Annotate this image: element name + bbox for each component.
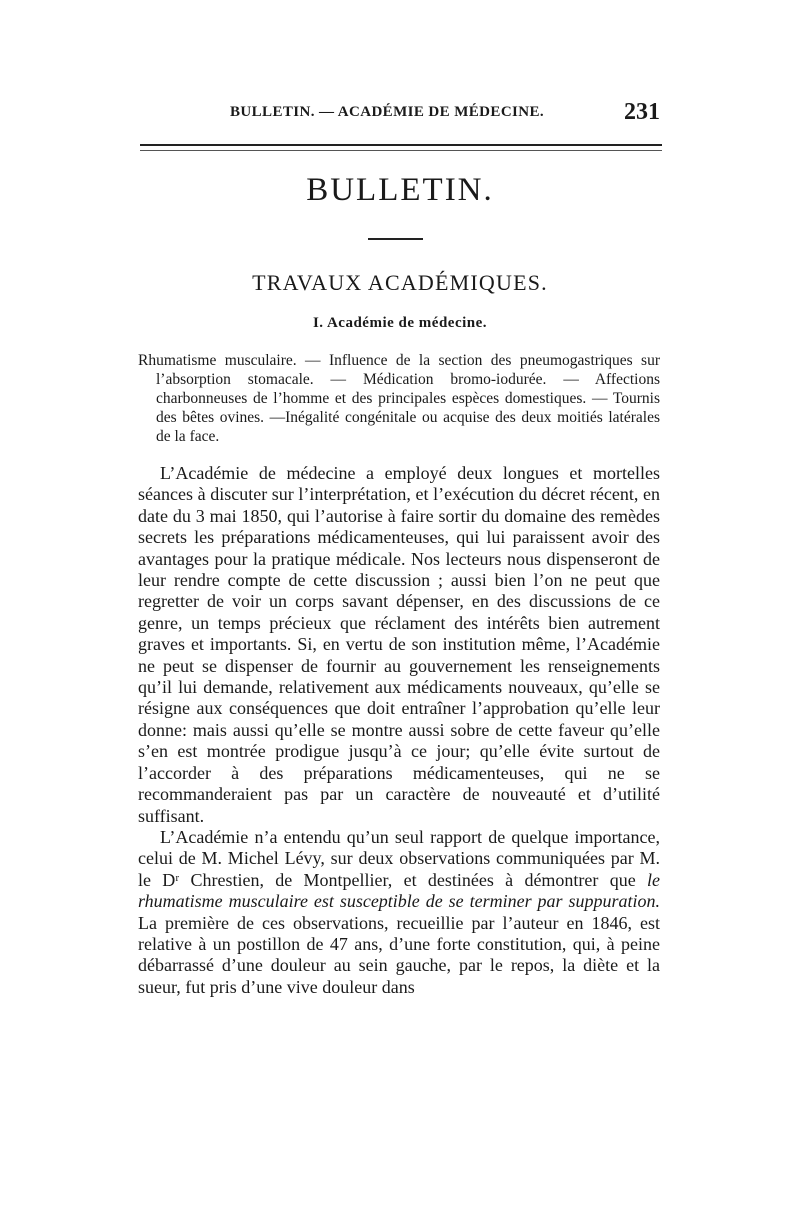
running-title: BULLETIN. — ACADÉMIE DE MÉDECINE. [230, 104, 545, 120]
paragraph-2 [138, 827, 660, 998]
paragraph-1: L’Académie de médecine a employé deux longues et mortelles séances à discuter sur l’interprétation, et l’exécution du décret récent, en date du 3 mai 1850, qui l’autorise à faire sortir du domaine des remèdes secrets les préparations médicamenteuses, qui lui paraissent avoir des avantages pour la pratique médicale. Nos lecteurs nous dispenseront de leur rendre compte de cette discussion ; aussi bien l’on ne peut que regretter de voir un corps savant dépenser, en des discussions de ce genre, un temps précieux que réclament des intérêts bien autrement graves et importants. Si, en vertu de son institution même, l’Académie ne peut se dispenser de fournir au gouvernement les renseignements qu’il lui demande, relativement aux médicaments nouveaux, qu’elle se résigne aux conséquences que doit entraîner l’approbation qu’elle leur donne: mais aussi qu’elle se montre aussi sobre de cette faveur qu’elle s’en est montrée prodigue jusqu’à ce jour; qu’elle évite surtout de l’accorder à des préparations médicamenteuses, qui ne se recommanderaient pas par un caractère de nouveauté et d’utilité suffisant. [138, 463, 660, 826]
page-number: 231 [624, 99, 660, 125]
summary-block [138, 351, 660, 446]
paragraph-2-end: La première de ces observations, recueillie par l’auteur en 1846, est relative à un postillon de 47 ans, d’une forte constitution, qui, à peine débarrassé d’une douleur au sein gauche, par le repos, la diète et la sueur, fut pris d’une vive douleur dans [138, 912, 660, 997]
paragraph-2-start: L’Académie n’a entendu qu’un seul rapport de quelque importance, celui de M. Michel Lévy, sur deux observations communiquées par M. le Dʳ Chrestien, de Montpellier, et destinées à démontrer que [138, 826, 660, 890]
running-header [138, 99, 666, 128]
subsection-title: I. Académie de médecine. [312, 315, 488, 331]
page-title: BULLETIN. [306, 172, 494, 208]
article-body [138, 463, 660, 998]
title-rule [368, 238, 423, 240]
paragraph-2-italic: le rhumatisme musculaire est susceptible de se terminer par suppuration. [138, 869, 660, 912]
header-rule [140, 144, 662, 146]
summary-text: Rhumatisme musculaire. — Influence de la section des pneumogastriques sur l’absorption stomacale. — Médication bromo-iodurée. — Affections charbonneuses de l’homme et des principales espèces domestiques. — Tournis des bêtes ovines. —Inégalité congénitale ou acquise des deux moitiés latérales de la face. [138, 352, 660, 445]
header-rule-thin [140, 150, 662, 151]
section-title: TRAVAUX ACADÉMIQUES. [252, 270, 548, 295]
